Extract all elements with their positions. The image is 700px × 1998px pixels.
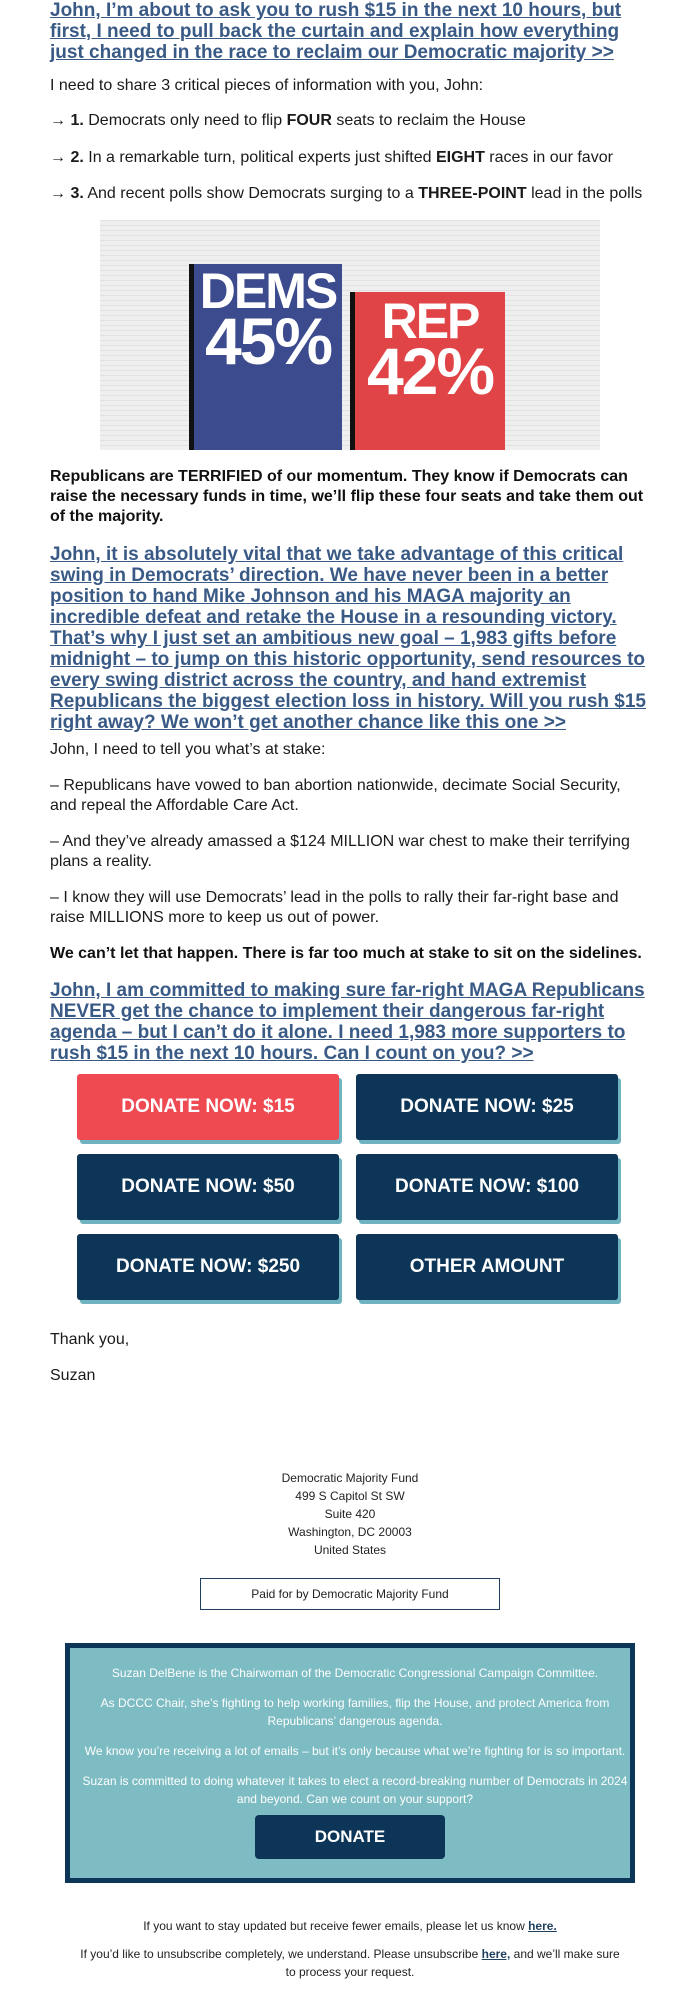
unsubscribe-text-end: and we’ll make sure to process your request. [285, 1947, 620, 1979]
point-emphasis: EIGHT [435, 149, 485, 166]
point-text-end: lead in the polls [526, 185, 643, 202]
point-emphasis: THREE-POINT [418, 185, 527, 202]
point-number: 1. [70, 112, 84, 129]
about-p2: As DCCC Chair, she’s fighting to help working families, flip the House, and protect America from Republicans’ dangerous agenda. [100, 1696, 610, 1728]
point-text-end: seats to reclaim the House [331, 112, 526, 129]
point-emphasis: FOUR [286, 112, 332, 129]
point-2 [50, 148, 650, 168]
address-street: 499 S Capitol St SW [295, 1489, 405, 1503]
vital-donate-link[interactable]: John, it is absolutely vital that we take advantage of this critical swing in Democrats’ direction. We have never been in a better position to hand Mike Johnson and his MAGA majority an incredible defeat and retake the House in a resounding victory. That’s why I just set an ambitious new goal – 1,983 gifts before midnight – to jump on this historic opportunity, send resources to every swing district across the country, and hand extremist Republicans the biggest election loss in history. Will you rush $15 right away? We won’t get another chance like this one >> [50, 544, 646, 733]
donate-250-button[interactable]: DONATE NOW: $250 [77, 1234, 339, 1300]
rep-label: REP [381, 293, 479, 349]
dems-percent: 45% [204, 304, 332, 378]
fewer-emails-line [0, 1917, 700, 1935]
unsubscribe-text: If you’d like to unsubscribe completely, we understand. Please unsubscribe [80, 1947, 482, 1961]
cant-let-line: We can’t let that happen. There is far too much at stake to sit on the sidelines. [50, 945, 642, 962]
about-donate-button[interactable]: DONATE [255, 1815, 445, 1859]
poll-graphic [100, 220, 600, 450]
address-country: United States [313, 1543, 387, 1557]
fewer-emails-link[interactable]: here. [528, 1919, 557, 1933]
point-text-end: races in our favor [484, 149, 613, 166]
thank-you: Thank you, [50, 1331, 130, 1348]
dems-label: DEMS [199, 263, 337, 319]
point-1 [50, 111, 650, 131]
fewer-emails-text: If you want to stay updated but receive fewer emails, please let us know [143, 1919, 529, 1933]
stake-item: – And they’ve already amassed a $124 MILLION war chest to make their terrifying plans a reality. [50, 833, 630, 870]
committed-donate-link[interactable]: John, I am committed to making sure far-right MAGA Republicans NEVER get the chance to implement their dangerous far-right agenda – but I can’t do it alone. I need 1,983 more supporters to rush $15 in the next 10 hours. Can I count on you? >> [50, 980, 645, 1064]
dems-bar [194, 264, 342, 450]
signature: Suzan [50, 1367, 96, 1384]
point-number: 3. [70, 185, 84, 202]
about-box [65, 1643, 635, 1883]
other-amount-button[interactable]: OTHER AMOUNT [356, 1234, 618, 1300]
paid-for-box [200, 1578, 500, 1610]
stake-item: – I know they will use Democrats’ lead in the polls to rally their far-right base and raise MILLIONS more to keep us out of power. [50, 889, 619, 926]
about-p3: We know you’re receiving a lot of emails – but it’s only because what we’re fighting for is so important. [84, 1744, 626, 1758]
about-p4: Suzan is committed to doing whatever it takes to elect a record-breaking number of Democrats in 2024 and beyond. Can we count on your support? [82, 1774, 628, 1806]
address-suite: Suite 420 [324, 1507, 376, 1521]
donate-100-button[interactable]: DONATE NOW: $100 [356, 1154, 618, 1220]
point-text: Democrats only need to flip [88, 112, 287, 129]
paid-for-text: Paid for by Democratic Majority Fund [251, 1587, 449, 1601]
point-3 [50, 184, 650, 204]
donate-15-button[interactable]: DONATE NOW: $15 [77, 1074, 339, 1140]
rep-bar [355, 292, 505, 450]
rep-percent: 42% [366, 334, 494, 408]
point-text: In a remarkable turn, political experts just shifted [88, 149, 436, 166]
unsubscribe-link[interactable]: here, [481, 1947, 511, 1961]
share-line: I need to share 3 critical pieces of information with you, John: [50, 77, 484, 94]
arrow-icon: → [50, 185, 66, 202]
stake-line: John, I need to tell you what’s at stake: [50, 741, 326, 758]
about-p1: Suzan DelBene is the Chairwoman of the Democratic Congressional Campaign Committee. [111, 1666, 599, 1680]
unsubscribe-line [75, 1945, 625, 1981]
donate-50-button[interactable]: DONATE NOW: $50 [77, 1154, 339, 1220]
arrow-icon: → [50, 149, 66, 166]
address-city: Washington, DC 20003 [288, 1525, 412, 1539]
stake-item: – Republicans have vowed to ban abortion nationwide, decimate Social Security, and repeal the Affordable Care Act. [50, 777, 621, 814]
intro-donate-link[interactable]: John, I’m about to ask you to rush $15 in the next 10 hours, but first, I need to pull back the curtain and explain how everything just changed in the race to reclaim our Democratic majority >> [50, 0, 622, 63]
point-text: And recent polls show Democrats surging to a [87, 185, 419, 202]
donate-25-button[interactable]: DONATE NOW: $25 [356, 1074, 618, 1140]
point-number: 2. [70, 149, 84, 166]
terrified-paragraph: Republicans are TERRIFIED of our momentum. They know if Democrats can raise the necessary funds in time, we’ll flip these four seats and take them out of the majority. [50, 468, 644, 525]
arrow-icon: → [50, 112, 66, 129]
org-name: Democratic Majority Fund [281, 1471, 419, 1485]
